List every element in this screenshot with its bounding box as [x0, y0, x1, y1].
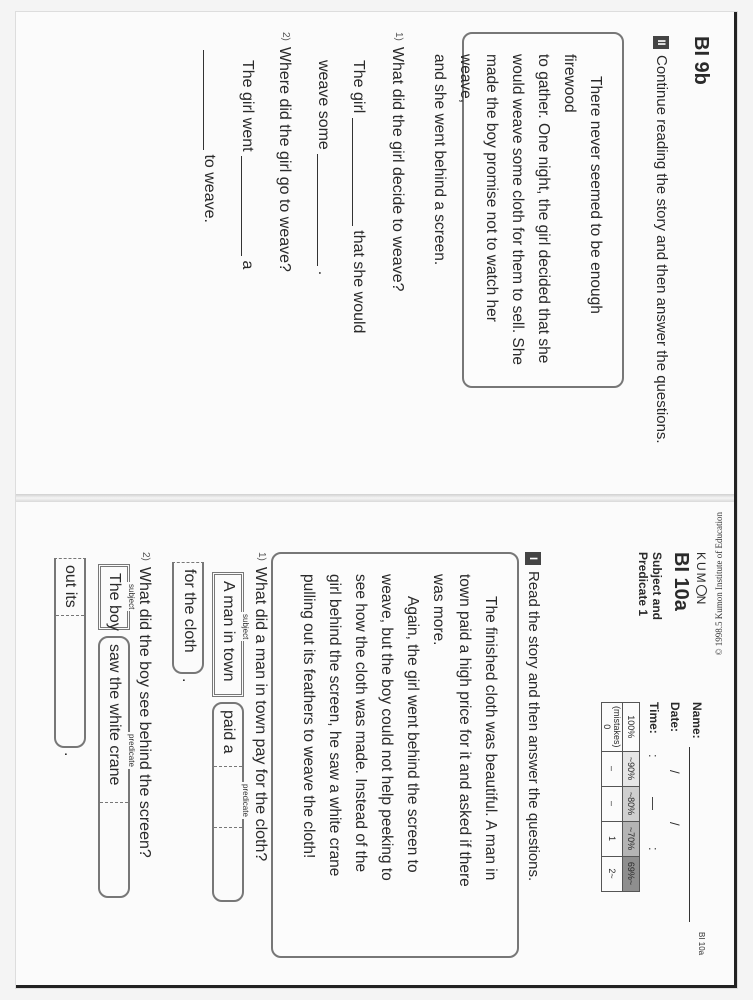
copyright-notice: © 1998.5 Kumon Institute of Education: [714, 512, 724, 656]
answer-prefix: The girl went: [239, 60, 256, 152]
level-code: BI 9b: [690, 36, 712, 85]
book-spine: [16, 494, 734, 502]
score-cell: ~70%: [623, 821, 640, 856]
topic-line: Subject and: [650, 552, 664, 621]
subject-label: subject: [127, 584, 136, 610]
story-line: pulling out its feathers to weave the cloth!: [300, 574, 317, 859]
continuation-box: [172, 562, 204, 674]
answer-blank[interactable]: [241, 156, 258, 256]
answer-line-1: [238, 60, 258, 269]
corner-level-code: BI 10a: [697, 932, 706, 956]
continuation-text: out its: [62, 565, 79, 608]
time-separator: :: [646, 754, 661, 758]
date-separator: /: [667, 822, 682, 826]
topic-title: [636, 552, 664, 620]
story-line: and she went behind a screen.: [431, 54, 448, 266]
subject-box: [212, 572, 244, 697]
date-label: Date:: [668, 702, 682, 733]
question-number: 2): [140, 552, 151, 561]
story-line: see how the cloth was made. Instead of the: [352, 574, 369, 873]
subject-text: The boy: [106, 573, 123, 631]
answer-suffix: .: [315, 270, 332, 276]
section-numeral-badge: I: [525, 552, 541, 565]
kumon-logo-circle-icon: [696, 585, 707, 596]
mistakes-cell: –: [602, 786, 623, 821]
continuation-text: for the cloth: [181, 569, 198, 653]
story-box: [271, 552, 519, 958]
predicate-text: paid a: [220, 710, 237, 754]
subject-box: [98, 564, 130, 630]
story-line: town paid a high price for it and asked if there: [456, 574, 473, 887]
predicate-label: predicate: [127, 734, 136, 767]
section-instruction: [651, 36, 672, 456]
name-label: Name:: [690, 702, 704, 739]
answer-line-2: [200, 50, 220, 223]
mistakes-cell: 1: [602, 821, 623, 856]
time-range-dash: —: [646, 797, 661, 810]
answer-blank[interactable]: [352, 118, 369, 226]
question-number: 1): [256, 552, 267, 561]
answer-suffix: to weave.: [201, 154, 218, 223]
subject-text: A man in town: [220, 581, 237, 682]
story-box: [431, 32, 624, 388]
answer-blank[interactable]: [317, 154, 334, 266]
question-text: What did a man in town pay for the cloth?: [252, 566, 269, 862]
question-number: 2): [280, 32, 291, 41]
answer-line-1: [349, 60, 369, 333]
question-1: [386, 32, 409, 292]
question-2: [133, 552, 156, 858]
answer-suffix: a: [239, 260, 256, 270]
story-line: girl behind the screen, he saw a white crane: [326, 574, 343, 877]
predicate-answer-slot[interactable]: [214, 766, 242, 828]
instruction-text: Continue reading the story and then answer the questions.: [653, 55, 670, 444]
continuation-answer-slot[interactable]: [56, 615, 84, 744]
worksheet-page-bi-10a: [16, 502, 734, 985]
predicate-box: [212, 702, 244, 902]
question-2: [273, 32, 296, 272]
mistakes-cell: –: [602, 751, 623, 786]
section-numeral-badge: II: [653, 36, 669, 49]
story-line: There never seemed to be enough firewood: [561, 54, 604, 314]
answer-suffix: that she would: [350, 230, 367, 334]
page-frame: [16, 12, 737, 988]
mistakes-row: [602, 703, 623, 892]
percent-row: [623, 703, 640, 892]
topic-line: Predicate 1: [636, 552, 650, 617]
predicate-text: saw the white crane: [106, 644, 123, 786]
time-label: Time:: [647, 702, 661, 734]
instruction-text: Read the story and then answer the questions.: [525, 571, 542, 882]
question-number: 1): [393, 32, 404, 41]
story-line: The finished cloth was beautiful. A man in: [482, 596, 499, 881]
story-line: weave, but the boy could not help peeking to: [378, 574, 395, 881]
story-line: was more.: [430, 574, 447, 646]
mistakes-cell: (mistakes) 0: [602, 703, 623, 752]
score-cell: 69%~: [623, 856, 640, 891]
score-cell: ~80%: [623, 786, 640, 821]
question-text: What did the girl decide to weave?: [389, 46, 406, 292]
predicate-label: predicate: [241, 784, 250, 817]
mistakes-cell: 2~: [602, 856, 623, 891]
predicate-answer-slot[interactable]: [100, 802, 128, 895]
score-cell: ~90%: [623, 751, 640, 786]
date-separator: /: [667, 770, 682, 774]
answer-prefix: The girl: [350, 60, 367, 114]
question-1: [249, 552, 272, 861]
answer-line-2: [314, 60, 334, 275]
answer-prefix: weave some: [315, 60, 332, 150]
story-line: made the boy promise not to watch her weave,: [457, 54, 500, 322]
predicate-answer-slot[interactable]: [214, 826, 242, 900]
story-line: would weave some cloth for them to sell. She: [509, 54, 526, 366]
question-text: What did the boy see behind the screen?: [136, 566, 153, 858]
worksheet-page-bi-9b: [16, 12, 734, 497]
end-punctuation: .: [61, 752, 78, 757]
question-text: Where did the girl go to weave?: [276, 46, 293, 272]
subject-label: subject: [241, 614, 250, 640]
end-punctuation: .: [179, 678, 196, 683]
time-separator: :: [646, 847, 661, 851]
section-instruction: [523, 552, 544, 972]
continuation-box: [54, 558, 86, 748]
score-table: [601, 702, 640, 892]
name-field[interactable]: [689, 747, 690, 922]
story-line: Again, the girl went behind the screen to: [404, 596, 421, 873]
level-code: BI 10a: [670, 552, 692, 611]
answer-blank[interactable]: [203, 50, 220, 150]
kumon-logo: KUMN: [694, 552, 708, 607]
story-line: to gather. One night, the girl decided that she: [535, 54, 552, 364]
score-cell: 100%: [623, 703, 640, 752]
predicate-box: [98, 636, 130, 898]
